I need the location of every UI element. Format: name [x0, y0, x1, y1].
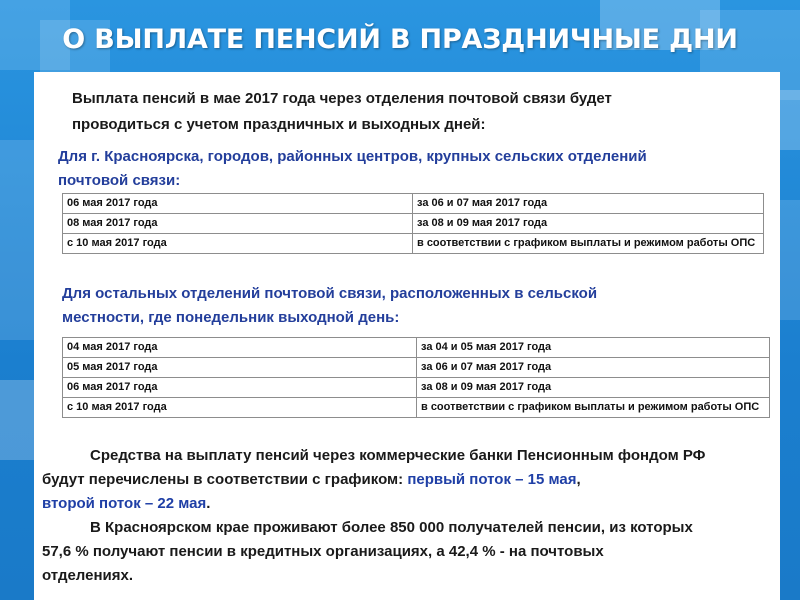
table-row — [63, 378, 770, 398]
slide-title: О ВЫПЛАТЕ ПЕНСИЙ В ПРАЗДНИЧНЫЕ ДНИ — [62, 24, 738, 55]
schedule-date-cell: 04 мая 2017 года — [63, 338, 417, 358]
table-row — [63, 398, 770, 418]
first-flow-date: первый поток – 15 мая — [407, 471, 577, 488]
banks-paragraph — [42, 444, 782, 516]
schedule-date-cell: 05 мая 2017 года — [63, 358, 417, 378]
banks-comma: , — [576, 471, 581, 488]
schedule-period-cell: за 06 и 07 мая 2017 года — [413, 194, 764, 214]
second-flow-date: второй поток – 22 мая — [42, 495, 207, 512]
section2-heading — [62, 282, 762, 330]
schedule-period-cell: за 08 и 09 мая 2017 года — [417, 378, 770, 398]
intro-text — [72, 86, 772, 138]
schedule-date-cell: 06 мая 2017 года — [63, 194, 413, 214]
section1-heading-line-2: почтовой связи: — [58, 172, 181, 189]
section2-heading-line-1: Для остальных отделений почтовой связи, расположенных в сельской — [62, 285, 598, 302]
schedule-date-cell: с 10 мая 2017 года — [63, 398, 417, 418]
table-row — [63, 338, 770, 358]
banks-text-2: будут перечислены в соответствии с графиком: — [42, 471, 408, 488]
schedule-date-cell: с 10 мая 2017 года — [63, 234, 413, 254]
section2-schedule-table — [62, 337, 770, 418]
schedule-date-cell: 08 мая 2017 года — [63, 214, 413, 234]
schedule-date-cell: 06 мая 2017 года — [63, 378, 417, 398]
schedule-period-cell: в соответствии с графиком выплаты и режимом работы ОПС — [417, 398, 770, 418]
schedule-period-cell: за 04 и 05 мая 2017 года — [417, 338, 770, 358]
schedule-period-cell: за 08 и 09 мая 2017 года — [413, 214, 764, 234]
stats-text-3: отделениях. — [42, 567, 134, 584]
section2-heading-line-2: местности, где понедельник выходной день: — [62, 309, 400, 326]
banks-text-1: Средства на выплату пенсий через коммерческие банки Пенсионным фондом РФ — [90, 447, 706, 464]
intro-line-2: проводиться с учетом праздничных и выходных дней: — [72, 116, 486, 133]
table-row — [63, 358, 770, 378]
stats-paragraph — [42, 516, 782, 588]
banks-dot: . — [206, 495, 211, 512]
intro-line-1: Выплата пенсий в мае 2017 года через отделения почтовой связи будет — [72, 90, 612, 107]
table-row — [63, 194, 764, 214]
stats-text-1: В Красноярском крае проживают более 850 000 получателей пенсии, из которых — [90, 519, 693, 536]
section1-heading-line-1: Для г. Красноярска, городов, районных центров, крупных сельских отделений — [58, 148, 647, 165]
section1-schedule-table — [62, 193, 764, 254]
schedule-period-cell: в соответствии с графиком выплаты и режимом работы ОПС — [413, 234, 764, 254]
schedule-period-cell: за 06 и 07 мая 2017 года — [417, 358, 770, 378]
table-row — [63, 234, 764, 254]
section1-heading — [58, 145, 778, 193]
stats-text-2: 57,6 % получают пенсии в кредитных организациях, а 42,4 % - на почтовых — [42, 543, 604, 560]
table-row — [63, 214, 764, 234]
